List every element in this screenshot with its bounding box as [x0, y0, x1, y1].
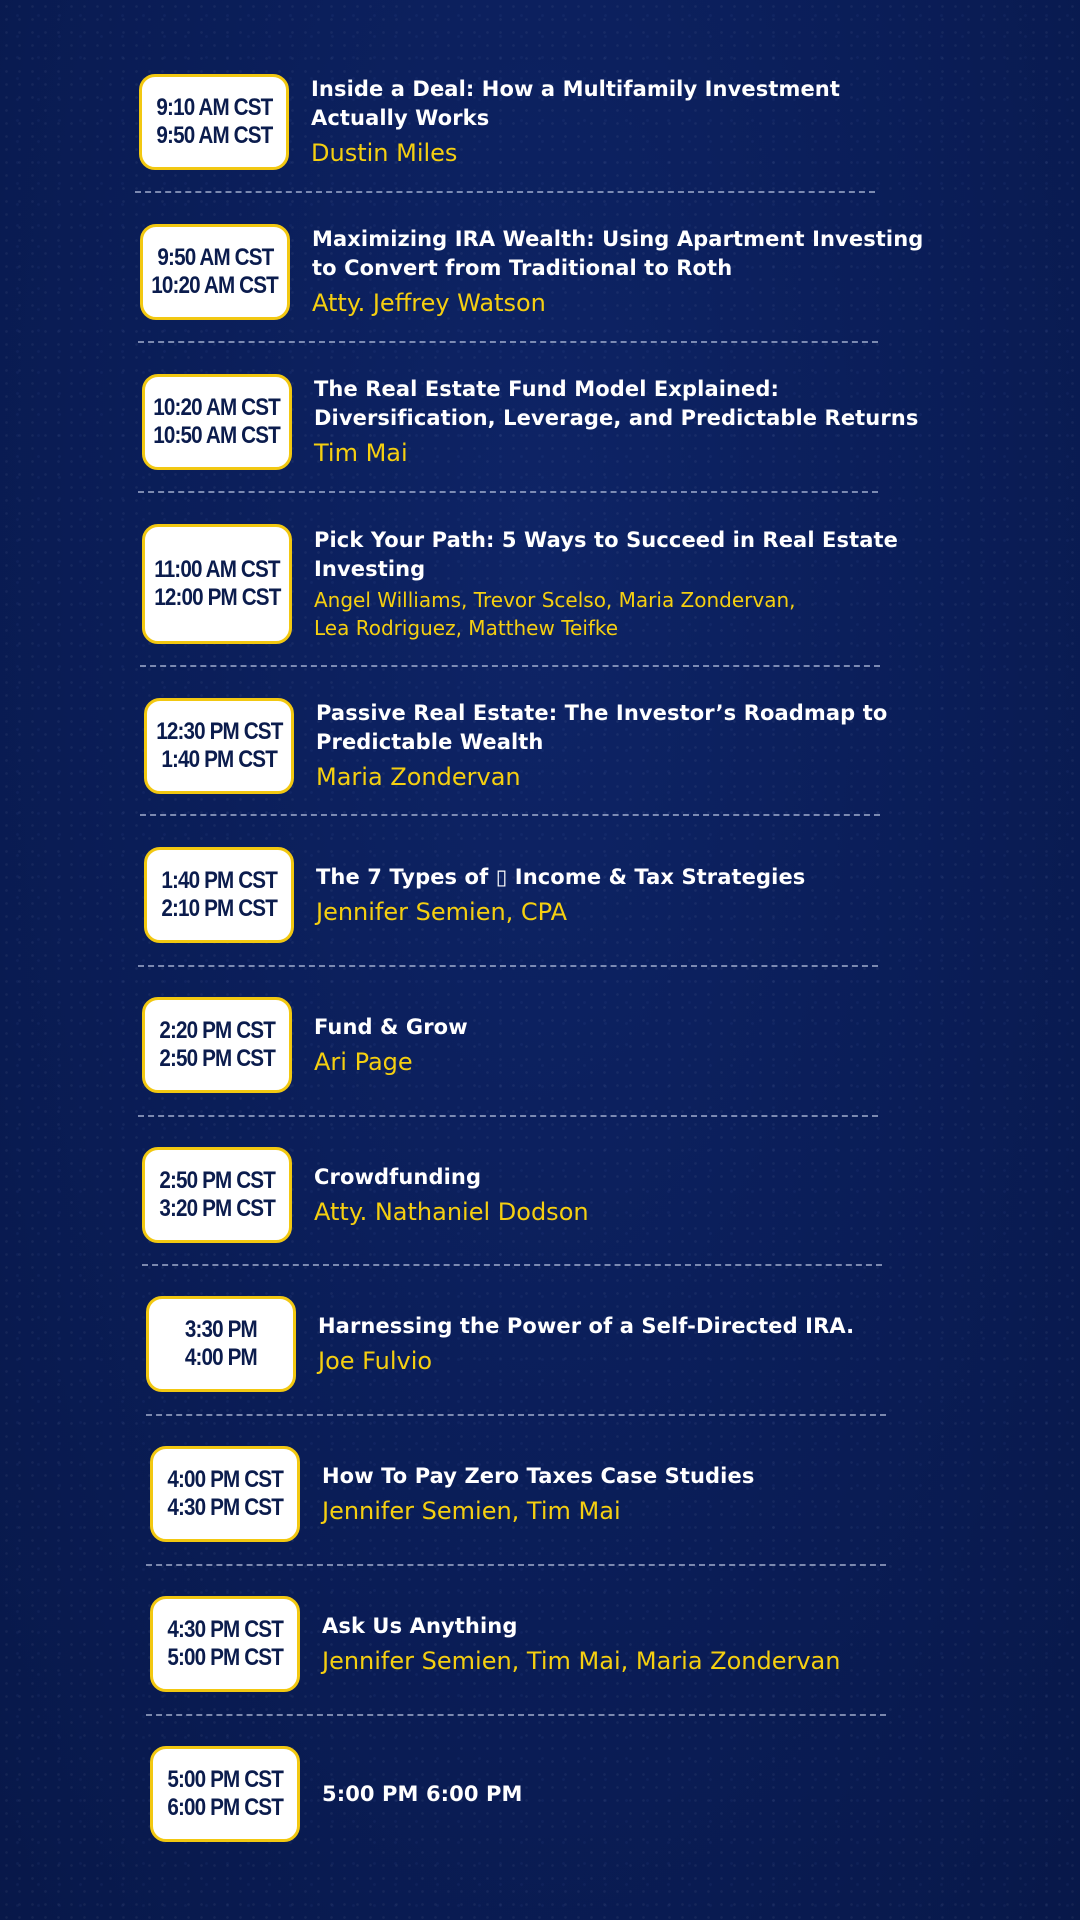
session-info — [314, 374, 934, 470]
session-title: The 7 Types of ▯ Income & Tax Strategies — [316, 864, 806, 889]
end-time: 6:00 PM CST — [167, 1794, 283, 1821]
dashed-divider — [140, 814, 880, 816]
session-item — [150, 1746, 930, 1846]
session-item — [150, 1446, 930, 1546]
time-badge — [142, 1147, 292, 1243]
session-item — [146, 1296, 926, 1396]
session-item — [142, 524, 922, 640]
start-time: 1:40 PM CST — [161, 867, 277, 894]
session-speaker: Dustin Miles — [311, 139, 458, 167]
start-time: 4:00 PM CST — [167, 1466, 283, 1493]
time-badge — [144, 698, 294, 794]
session-speaker: Ari Page — [314, 1047, 413, 1076]
session-info — [314, 997, 934, 1093]
session-item — [144, 847, 924, 947]
time-badge — [139, 74, 289, 170]
session-title: The Real Estate Fund Model Explained: Diversification, Leverage, and Predictable Returns — [314, 377, 919, 430]
start-time: 9:10 AM CST — [156, 94, 272, 121]
session-speaker: Joe Fulvio — [318, 1346, 433, 1375]
dashed-divider — [135, 191, 875, 193]
session-info — [314, 1147, 934, 1243]
session-item — [150, 1596, 930, 1696]
session-info — [322, 1746, 942, 1842]
session-speaker: Atty. Nathaniel Dodson — [314, 1197, 589, 1226]
session-title: Passive Real Estate: The Investor’s Roadmap to Predictable Wealth — [316, 701, 888, 754]
session-speaker: Angel Williams, Trevor Scelso, Maria Zondervan, — [314, 588, 796, 612]
start-time: 12:30 PM CST — [155, 718, 283, 745]
end-time: 2:50 PM CST — [159, 1045, 275, 1072]
time-badge — [146, 1296, 296, 1392]
end-time: 10:20 AM CST — [151, 272, 279, 299]
session-speaker: Maria Zondervan — [316, 763, 521, 791]
end-time: 9:50 AM CST — [156, 122, 272, 149]
session-title: Fund & Grow — [314, 1014, 468, 1039]
session-item — [139, 74, 919, 174]
session-title: Inside a Deal: How a Multifamily Investment Actually Works — [311, 77, 840, 130]
start-time: 2:50 PM CST — [159, 1167, 275, 1194]
start-time: 3:30 PM — [184, 1316, 257, 1343]
session-info — [318, 1296, 938, 1392]
session-info — [316, 698, 936, 794]
session-title: 5:00 PM 6:00 PM — [322, 1781, 523, 1806]
session-title: Harnessing the Power of a Self-Directed IRA. — [318, 1313, 855, 1338]
session-info — [311, 74, 931, 170]
dashed-divider — [138, 965, 878, 967]
session-speaker: Jennifer Semien, CPA — [316, 897, 568, 926]
start-time: 9:50 AM CST — [157, 244, 273, 271]
dashed-divider — [146, 1564, 886, 1566]
session-speaker: Jennifer Semien, Tim Mai — [322, 1496, 621, 1525]
session-title: Crowdfunding — [314, 1164, 482, 1189]
time-badge — [142, 997, 292, 1093]
dashed-divider — [146, 1414, 886, 1416]
time-badge — [140, 224, 290, 320]
time-badge — [142, 524, 292, 644]
session-title: How To Pay Zero Taxes Case Studies — [322, 1463, 755, 1488]
time-badge — [150, 1596, 300, 1692]
time-badge — [150, 1446, 300, 1542]
dashed-divider — [138, 341, 878, 343]
session-title: Maximizing IRA Wealth: Using Apartment Investing to Convert from Traditional to Roth — [312, 227, 924, 280]
start-time: 10:20 AM CST — [153, 394, 281, 421]
dashed-divider — [138, 491, 878, 493]
end-time: 4:00 PM — [184, 1344, 257, 1371]
end-time: 5:00 PM CST — [167, 1644, 283, 1671]
time-badge — [150, 1746, 300, 1842]
start-time: 2:20 PM CST — [159, 1017, 275, 1044]
session-title: Ask Us Anything — [322, 1613, 518, 1638]
session-info — [322, 1446, 942, 1542]
end-time: 3:20 PM CST — [159, 1195, 275, 1222]
dashed-divider — [138, 1115, 878, 1117]
session-item — [142, 374, 922, 474]
session-info — [322, 1596, 942, 1692]
end-time: 2:10 PM CST — [161, 895, 277, 922]
session-info — [312, 224, 932, 320]
dashed-divider — [140, 665, 880, 667]
session-info — [314, 524, 934, 644]
session-speaker: Tim Mai — [314, 439, 408, 467]
session-item — [140, 224, 924, 324]
end-time: 1:40 PM CST — [161, 746, 277, 773]
end-time: 4:30 PM CST — [167, 1494, 283, 1521]
dashed-divider — [142, 1264, 882, 1266]
start-time: 11:00 AM CST — [154, 556, 280, 583]
session-speaker: Lea Rodriguez, Matthew Teifke — [314, 616, 619, 640]
start-time: 4:30 PM CST — [167, 1616, 283, 1643]
session-speaker: Atty. Jeffrey Watson — [312, 289, 546, 317]
session-item — [142, 997, 922, 1097]
time-badge — [144, 847, 294, 943]
session-speaker: Jennifer Semien, Tim Mai, Maria Zondervan — [322, 1646, 841, 1675]
end-time: 10:50 AM CST — [153, 422, 281, 449]
time-badge — [142, 374, 292, 470]
session-info — [316, 847, 936, 943]
session-item — [142, 1147, 922, 1247]
start-time: 5:00 PM CST — [167, 1766, 283, 1793]
end-time: 12:00 PM CST — [153, 584, 281, 611]
session-item — [144, 698, 924, 798]
session-title: Pick Your Path: 5 Ways to Succeed in Real Estate Investing — [314, 528, 898, 581]
dashed-divider — [146, 1714, 886, 1716]
